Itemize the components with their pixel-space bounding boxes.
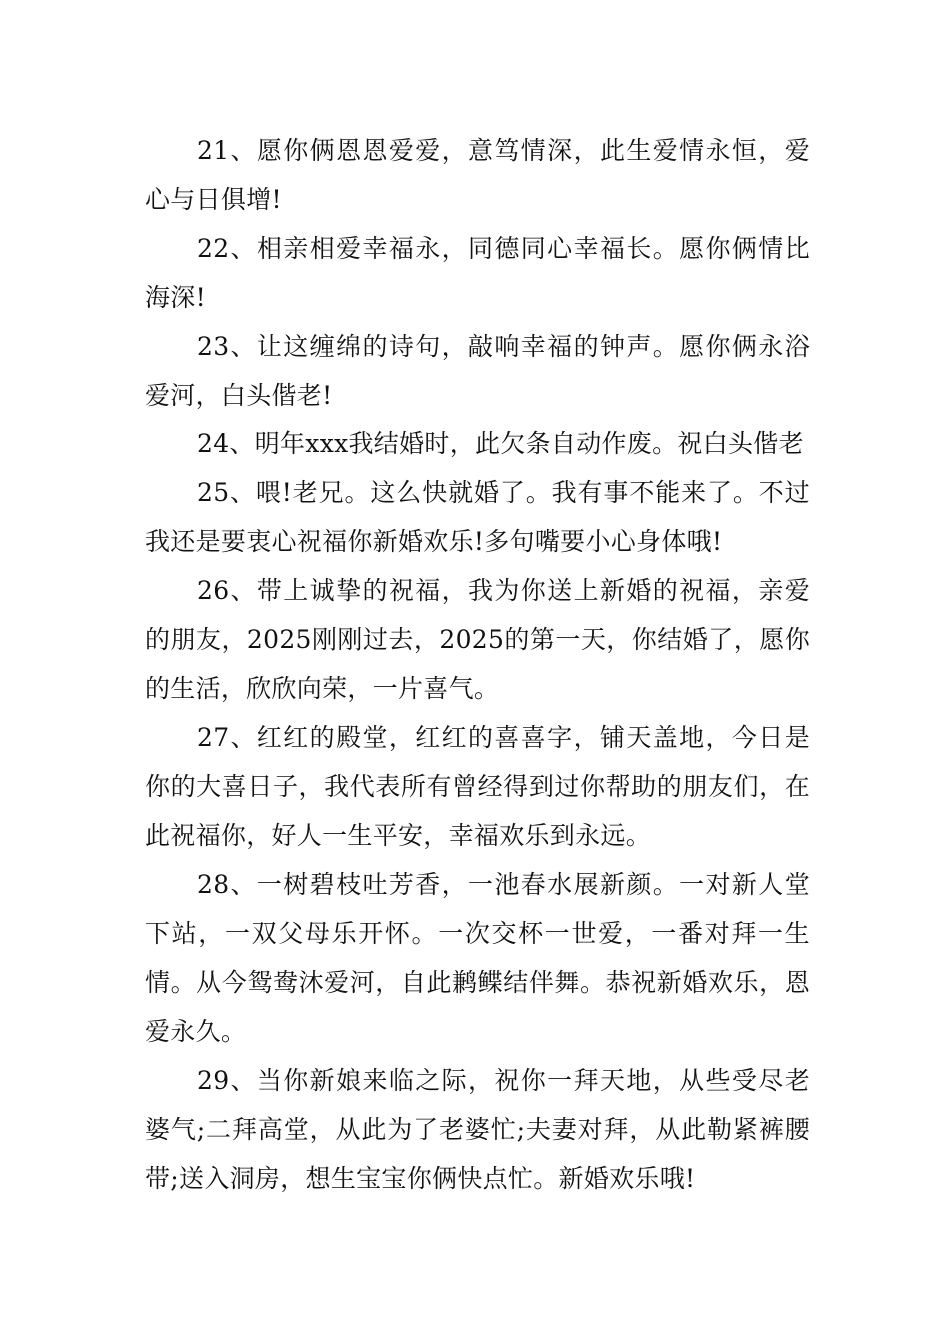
paragraph-28: 28、一树碧枝吐芳香，一池春水展新颜。一对新人堂下站，一双父母乐开怀。一次交杯一世爱，一番对拜一生情。从今鸳鸯沐爱河，自此鹣鲽结伴舞。恭祝新婚欢乐，恩爱永久。 [145, 870, 810, 1046]
paragraph-23: 23、让这缠绵的诗句，敲响幸福的钟声。愿你俩永浴爱河，白头偕老! [145, 332, 810, 410]
paragraph-22: 22、相亲相爱幸福永，同德同心幸福长。愿你俩情比海深! [145, 234, 810, 312]
paragraph-27: 27、红红的殿堂，红红的喜喜字，铺天盖地，今日是你的大喜日子，我代表所有曾经得到过你帮助的朋友们，在此祝福你，好人一生平安，幸福欢乐到永远。 [145, 723, 810, 850]
paragraph-24: 24、明年xxx我结婚时，此欠条自动作废。祝白头偕老 [197, 429, 804, 458]
paragraph-29: 29、当你新娘来临之际，祝你一拜天地，从些受尽老婆气;二拜高堂，从此为了老婆忙;夫妻对拜，从此勒紧裤腰带;送入洞房，想生宝宝你俩快点忙。新婚欢乐哦! [145, 1066, 810, 1193]
paragraph-21: 21、愿你俩恩恩爱爱，意笃情深，此生爱情永恒，爱心与日俱增! [145, 136, 810, 214]
paragraph-26: 26、带上诚挚的祝福，我为你送上新婚的祝福，亲爱的朋友，2025刚刚过去，2025的第一天，你结婚了，愿你的生活，欣欣向荣，一片喜气。 [145, 576, 810, 703]
paragraph-25: 25、喂!老兄。这么快就婚了。我有事不能来了。不过我还是要衷心祝福你新婚欢乐!多句嘴要小心身体哦! [145, 478, 810, 556]
document-body [145, 126, 810, 1203]
